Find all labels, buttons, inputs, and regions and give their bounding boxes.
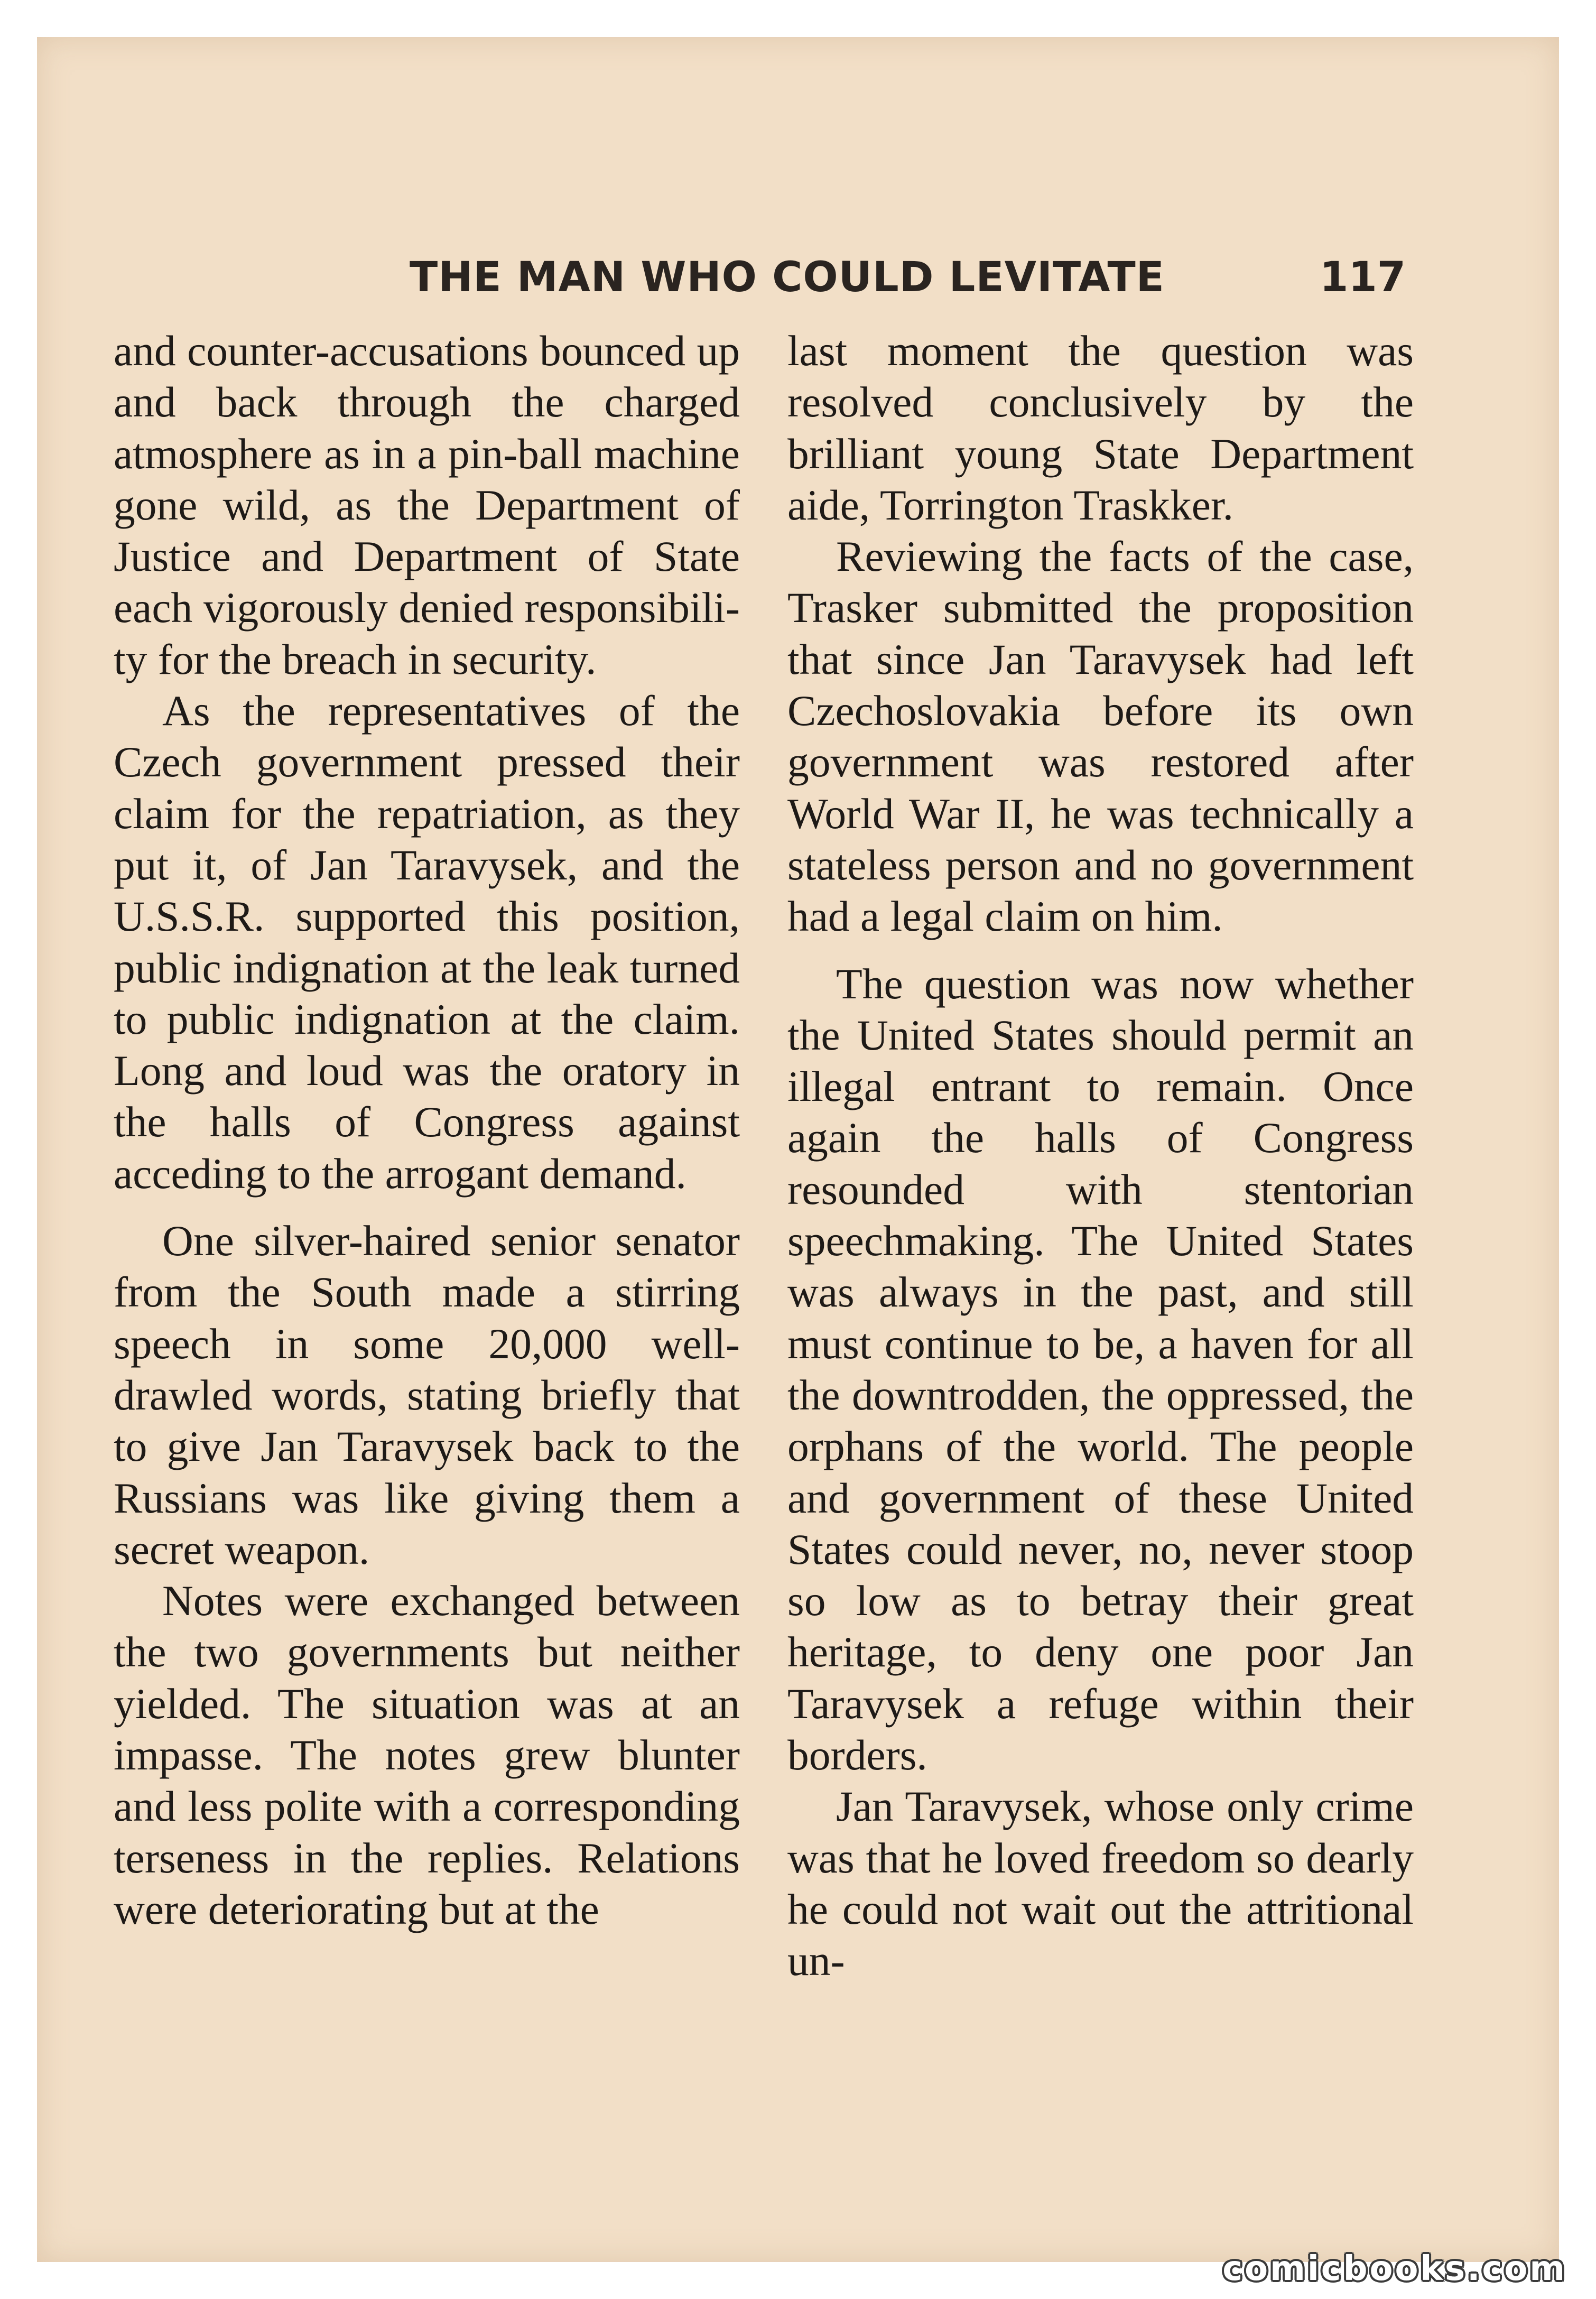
running-header	[37, 254, 1559, 312]
paragraph: and counter-accusations bounced up and back through the charged atmosphere as in a pin-ball machine gone wild, as the Department of Justice and Department of State each vigorously denied responsibility for the breach in security.	[114, 327, 740, 683]
paragraph: One silver-haired senior senator from the South made a stirring speech in some 20,000 well-drawled words, stating briefly that to give Jan Taravysek back to the Russians was like giving them a secret weapon.	[114, 1217, 740, 1573]
watermark: comicbooks.com	[1222, 2249, 1567, 2288]
paragraph: last moment the question was resolved conclusively by the brilliant young State Department aide, Torrington Traskker.	[787, 327, 1414, 529]
paragraph: Notes were exchanged between the two governments but neither yielded. The situation was at an impasse. The notes grew blunter and less polite with a corresponding terseness in the replies. Relations were deteriorating but at the	[114, 1577, 740, 1933]
paragraph: Reviewing the facts of the case, Trasker submitted the proposition that since Jan Taravysek had left Czechoslovakia before its own government was restored after World War II, he was technically a stateless person and no government had a legal claim on him.	[787, 532, 1414, 941]
page-number: 117	[1320, 254, 1406, 301]
paragraph: The question was now whether the United States should permit an illegal entrant to remain. Once again the halls of Congress resounded with stentorian speechmaking. The United States was always in the past, and still must continue to be, a haven for all the downtrodden, the oppressed, the orphans of the world. The people and government of these United States could never, no, never stoop so low as to betray their great heritage, to deny one poor Jan Taravysek a refuge within their borders.	[787, 959, 1414, 1779]
paragraph: Jan Taravysek, whose only crime was that he loved freedom so dearly he could not wait out the attritional un-	[787, 1782, 1414, 1985]
left-column	[114, 325, 740, 1935]
book-page	[37, 37, 1559, 2262]
right-column	[787, 325, 1414, 1987]
paragraph: As the representatives of the Czech government pressed their claim for the repatriation, as they put it, of Jan Taravysek, and the U.S.S.R. supported this position, public indignation at the leak turned to public indignation at the claim. Long and loud was the oratory in the halls of Congress against acceding to the arrogant demand.	[114, 687, 740, 1198]
running-title: THE MAN WHO COULD LEVITATE	[410, 254, 1165, 301]
